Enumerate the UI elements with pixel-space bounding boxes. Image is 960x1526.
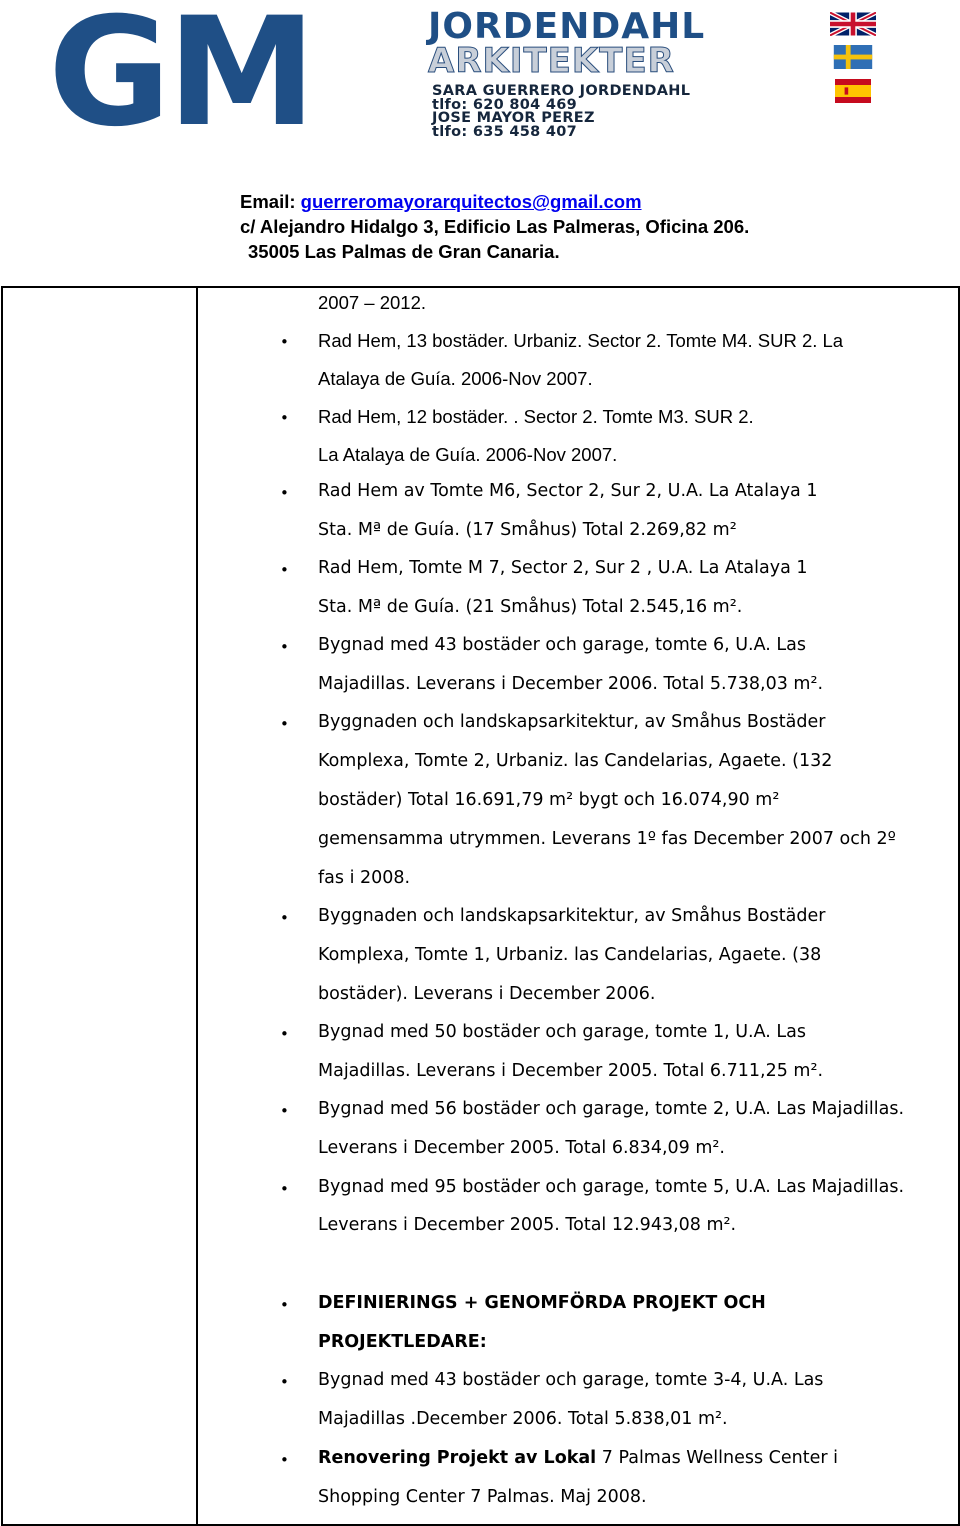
list-line: Komplexa, Tomte 2, Urbaniz. las Candelarias, Agaete. (132 — [318, 751, 833, 771]
letterhead — [0, 0, 960, 285]
list-line: 2007 – 2012. — [318, 292, 427, 313]
uk-flag-icon[interactable] — [830, 12, 876, 36]
bullet-icon: • — [280, 1296, 289, 1314]
bullet-icon: • — [280, 1451, 289, 1469]
contact-phone-2: tlfo: 635 458 407 — [432, 124, 578, 140]
list-item-rest: 7 Palmas Wellness Center i — [596, 1448, 839, 1468]
spain-flag-icon[interactable] — [830, 79, 876, 103]
list-line: La Atalaya de Guía. 2006-Nov 2007. — [318, 444, 618, 465]
contact-name-2: JOSE MAYOR PEREZ — [432, 110, 595, 126]
section-heading-cont: PROJEKTLEDARE: — [318, 1332, 487, 1352]
email-link[interactable]: guerreromayorarquitectos@gmail.com — [300, 191, 642, 212]
email-label: Email: — [240, 191, 301, 212]
list-item — [318, 1448, 838, 1468]
bold-phrase: Renovering Projekt av Lokal — [318, 1448, 597, 1468]
list-item: Byggnaden och landskapsarkitektur, av Småhus Bostäder — [318, 906, 826, 926]
list-line: bostäder) Total 16.691,79 m² bygt och 16.074,90 m² — [318, 790, 780, 810]
bullet-icon: • — [280, 484, 289, 502]
list-line: Sta. Mª de Guía. (21 Småhus) Total 2.545,16 m². — [318, 597, 743, 617]
bullet-icon: • — [280, 1102, 289, 1120]
contact-phone-1: tlfo: 620 804 469 — [432, 97, 578, 113]
bullet-icon: • — [280, 638, 289, 656]
list-line: Leverans i December 2005. Total 6.834,09 m². — [318, 1138, 725, 1158]
list-line: Majadillas. Leverans i December 2006. Total 5.738,03 m². — [318, 674, 824, 694]
list-line: fas i 2008. — [318, 868, 411, 888]
firm-name-line-2: ARKITEKTER — [428, 41, 675, 81]
bullet-icon: • — [280, 1025, 289, 1043]
bullet-icon: • — [280, 715, 289, 733]
bullet-icon: • — [280, 409, 289, 427]
list-line: Leverans i December 2005. Total 12.943,08 m². — [318, 1215, 737, 1235]
contact-name-1: SARA GUERRERO JORDENDAHL — [432, 83, 691, 99]
list-line: Shopping Center 7 Palmas. Maj 2008. — [318, 1487, 647, 1507]
address-line-2: 35005 Las Palmas de Gran Canaria. — [248, 241, 560, 262]
bullet-icon: • — [280, 333, 289, 351]
list-line: gemensamma utrymmen. Leverans 1º fas December 2007 och 2º — [318, 829, 896, 849]
list-item: Byggnaden och landskapsarkitektur, av Småhus Bostäder — [318, 712, 826, 732]
list-item: Bygnad med 95 bostäder och garage, tomte 5, U.A. Las Majadillas. — [318, 1177, 905, 1197]
table-column-divider — [196, 288, 198, 1524]
list-item: Rad Hem, Tomte M 7, Sector 2, Sur 2 , U.A. La Atalaya 1 — [318, 558, 808, 578]
bullet-icon: • — [280, 1373, 289, 1391]
address-line-1: c/ Alejandro Hidalgo 3, Edificio Las Palmeras, Oficina 206. — [240, 216, 750, 237]
bullet-icon: • — [280, 561, 289, 579]
list-line: bostäder). Leverans i December 2006. — [318, 984, 656, 1004]
list-item: Rad Hem, 13 bostäder. Urbaniz. Sector 2. Tomte M4. SUR 2. La — [318, 330, 844, 351]
list-line: Komplexa, Tomte 1, Urbaniz. las Candelarias, Agaete. (38 — [318, 945, 822, 965]
bullet-icon: • — [280, 909, 289, 927]
list-item: Bygnad med 50 bostäder och garage, tomte 1, U.A. Las — [318, 1022, 806, 1042]
bullet-icon: • — [280, 1180, 289, 1198]
firm-name-line-1: JORDENDAHL — [428, 6, 706, 47]
list-line: Sta. Mª de Guía. (17 Småhus) Total 2.269,82 m² — [318, 520, 737, 540]
list-line: Majadillas. Leverans i December 2005. Total 6.711,25 m². — [318, 1061, 824, 1081]
section-heading: DEFINIERINGS + GENOMFÖRDA PROJEKT OCH — [318, 1293, 766, 1313]
list-item: Bygnad med 43 bostäder och garage, tomte 6, U.A. Las — [318, 635, 806, 655]
list-line: Atalaya de Guía. 2006-Nov 2007. — [318, 368, 593, 389]
logo-text: GM — [48, 4, 313, 134]
sweden-flag-icon[interactable] — [830, 45, 876, 69]
list-item: Bygnad med 56 bostäder och garage, tomte 2, U.A. Las Majadillas. — [318, 1099, 905, 1119]
email-line — [240, 191, 642, 213]
list-line: Majadillas .December 2006. Total 5.838,01 m². — [318, 1409, 728, 1429]
list-item: Bygnad med 43 bostäder och garage, tomte 3-4, U.A. Las — [318, 1370, 824, 1390]
list-item: Rad Hem av Tomte M6, Sector 2, Sur 2, U.A. La Atalaya 1 — [318, 481, 818, 501]
gm-logo — [48, 4, 418, 134]
list-item: Rad Hem, 12 bostäder. . Sector 2. Tomte M3. SUR 2. — [318, 406, 754, 427]
